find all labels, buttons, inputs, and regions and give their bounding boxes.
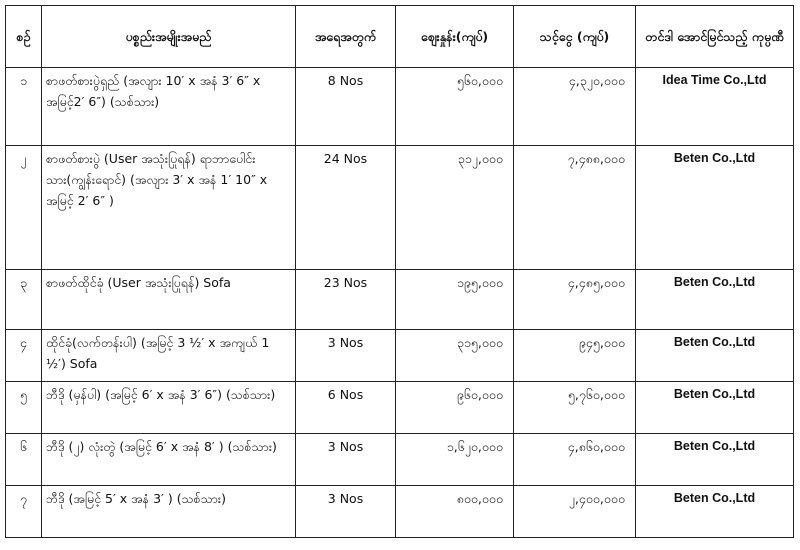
item-unit-price: ၉၆၀,၀၀၀	[396, 382, 514, 434]
table-row	[6, 330, 794, 382]
item-amount: ၇,၄၈၈,၀၀၀	[514, 146, 636, 270]
item-quantity: 3 Nos	[296, 434, 396, 486]
item-amount: ၅,၇၆၀,၀၀၀	[514, 382, 636, 434]
item-description: စာဖတ်စားပွဲ (User အသုံးပြုရန်) ရာဘာပေါင်းသား(ကျွန်းရောင်) (အလျား 3′ x အနံ 1′ 10″ x အမြင့် 2′ 6″ )	[42, 146, 296, 270]
row-number: ၁	[6, 68, 42, 146]
table-row	[6, 146, 794, 270]
table-row	[6, 68, 794, 146]
item-amount: ၄,၃၂၀,၀၀၀	[514, 68, 636, 146]
item-unit-price: ၃၁၅,၀၀၀	[396, 330, 514, 382]
table-row	[6, 434, 794, 486]
item-quantity: 23 Nos	[296, 270, 396, 330]
item-description: ထိုင်ခုံ(လက်တန်းပါ) (အမြင့် 3 ½′ x အကျယ် 1 ½′) Sofa	[42, 330, 296, 382]
winning-company: Beten Co.,Ltd	[636, 486, 794, 538]
row-number: ၃	[6, 270, 42, 330]
header-quantity: အရေအတွက်	[296, 6, 396, 68]
row-number: ၂	[6, 146, 42, 270]
table-row	[6, 270, 794, 330]
table-row	[6, 486, 794, 538]
header-winning-company: တင်ဒါ အောင်မြင်သည့် ကုမ္ပဏီ	[636, 6, 794, 68]
header-no: စဉ်	[6, 6, 42, 68]
row-number: ၅	[6, 382, 42, 434]
row-number: ၇	[6, 486, 42, 538]
item-amount: ၉၄၅,၀၀၀	[514, 330, 636, 382]
item-unit-price: ၁,၆၂၀,၀၀၀	[396, 434, 514, 486]
header-unit-price: ဈေးနှုန်း(ကျပ်)	[396, 6, 514, 68]
item-description: ဘီဒို (အမြင့် 5′ x အနံ 3′ ) (သစ်သား)	[42, 486, 296, 538]
row-number: ၆	[6, 434, 42, 486]
header-amount: သင့်ငွေ (ကျပ်)	[514, 6, 636, 68]
item-unit-price: ၃၁၂,၀၀၀	[396, 146, 514, 270]
item-amount: ၄,၄၈၅,၀၀၀	[514, 270, 636, 330]
header-item-name: ပစ္စည်းအမျိုးအမည်	[42, 6, 296, 68]
item-description: စာဖတ်စားပွဲရှည် (အလျား 10′ x အနံ 3′ 6″ x အမြင့်2′ 6″) (သစ်သား)	[42, 68, 296, 146]
row-number: ၄	[6, 330, 42, 382]
item-quantity: 6 Nos	[296, 382, 396, 434]
table-row	[6, 382, 794, 434]
item-description: ဘီဒို (မှန်ပါ) (အမြင့် 6′ x အနံ 3′ 6″) (သစ်သား)	[42, 382, 296, 434]
item-description: ဘီဒို (၂) လုံးတွဲ (အမြင့် 6′ x အနံ 8′ ) (သစ်သား)	[42, 434, 296, 486]
item-quantity: 3 Nos	[296, 330, 396, 382]
tender-results-table	[5, 5, 794, 538]
winning-company: Beten Co.,Ltd	[636, 146, 794, 270]
winning-company: Idea Time Co.,Ltd	[636, 68, 794, 146]
winning-company: Beten Co.,Ltd	[636, 382, 794, 434]
item-amount: ၄,၈၆၀,၀၀၀	[514, 434, 636, 486]
item-description: စာဖတ်ထိုင်ခုံ (User အသုံးပြုရန်) Sofa	[42, 270, 296, 330]
winning-company: Beten Co.,Ltd	[636, 270, 794, 330]
item-amount: ၂,၄၀၀,၀၀၀	[514, 486, 636, 538]
winning-company: Beten Co.,Ltd	[636, 330, 794, 382]
item-unit-price: ၅၆၀,၀၀၀	[396, 68, 514, 146]
table-header-row	[6, 6, 794, 68]
item-quantity: 8 Nos	[296, 68, 396, 146]
item-quantity: 3 Nos	[296, 486, 396, 538]
winning-company: Beten Co.,Ltd	[636, 434, 794, 486]
item-unit-price: ၈၀၀,၀၀၀	[396, 486, 514, 538]
item-quantity: 24 Nos	[296, 146, 396, 270]
item-unit-price: ၁၉၅,၀၀၀	[396, 270, 514, 330]
